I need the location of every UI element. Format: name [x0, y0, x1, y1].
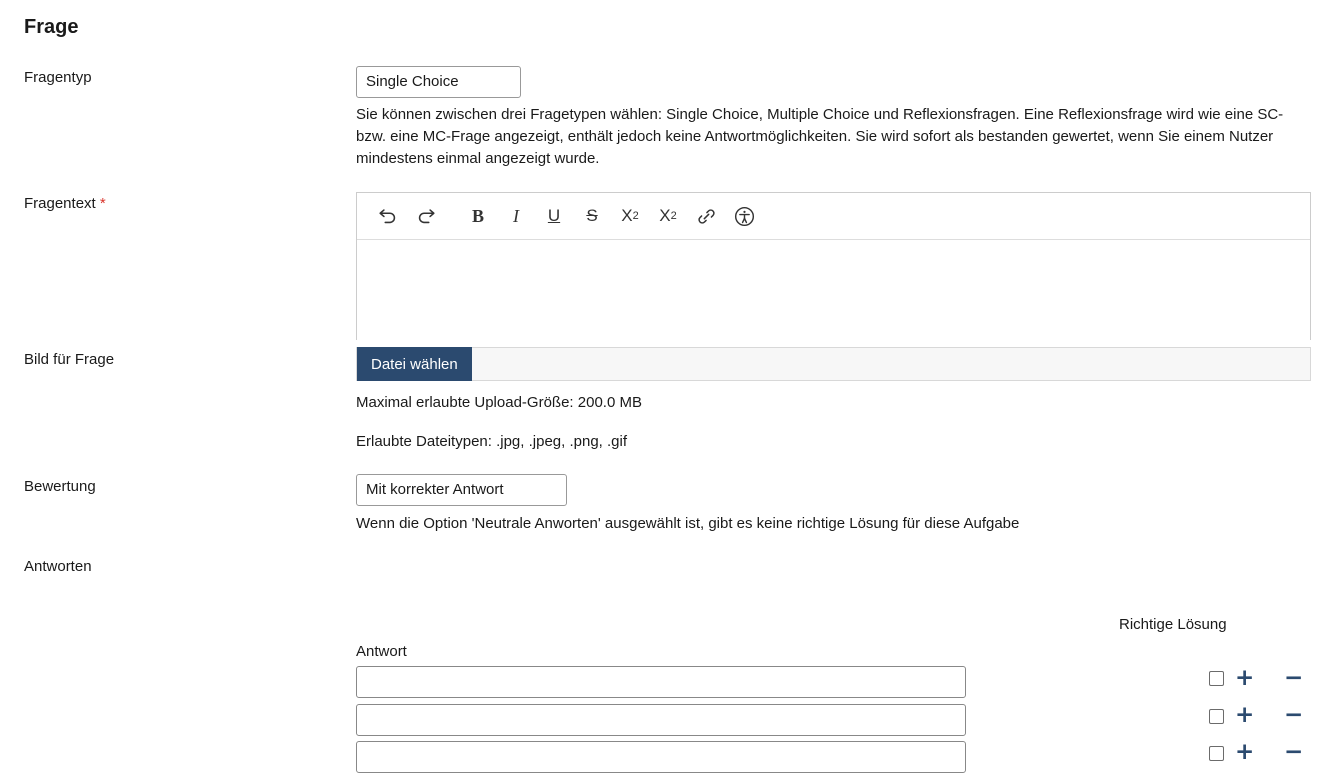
allowed-file-types-text: Erlaubte Dateitypen: .jpg, .jpeg, .png, .gif	[356, 433, 628, 450]
correct-answer-checkbox[interactable]	[1209, 709, 1224, 724]
answer-column-header: Antwort	[356, 643, 407, 660]
add-answer-icon[interactable]: +	[1235, 739, 1255, 765]
max-upload-size-text: Maximal erlaubte Upload-Größe: 200.0 MB	[356, 394, 642, 411]
question-type-select[interactable]	[356, 66, 521, 98]
answers-label: Antworten	[24, 558, 92, 575]
superscript-icon[interactable]: X 2	[659, 206, 677, 225]
question-type-label: Fragentyp	[24, 69, 92, 86]
choose-file-button[interactable]: Datei wählen	[357, 347, 472, 381]
answer-input[interactable]	[356, 666, 966, 698]
remove-answer-icon[interactable]: −	[1284, 665, 1304, 691]
question-text-label	[24, 194, 106, 214]
answer-input[interactable]	[356, 704, 966, 736]
scoring-select[interactable]	[356, 474, 567, 506]
question-image-label: Bild für Frage	[24, 351, 115, 368]
rich-text-editor[interactable]	[356, 192, 1311, 340]
remove-answer-icon[interactable]: −	[1284, 739, 1304, 765]
bold-icon[interactable]: B	[471, 205, 484, 226]
scoring-label: Bewertung	[24, 478, 96, 495]
add-answer-icon[interactable]: +	[1235, 702, 1255, 728]
correct-answer-checkbox[interactable]	[1209, 746, 1224, 761]
remove-answer-icon[interactable]: −	[1284, 702, 1304, 728]
link-icon[interactable]	[689, 199, 723, 233]
file-upload-row	[356, 347, 1311, 381]
redo-icon[interactable]	[409, 199, 443, 233]
required-marker: *	[99, 195, 106, 212]
question-type-help-text: Sie können zwischen drei Fragetypen wählen: Single Choice, Multiple Choice und Reflexionsfragen. Eine Reflexionsfrage wird wie eine SC- bzw. eine MC-Frage angezeigt, enthält jedoch keine Antwortmöglichkeiten. Sie wird sofort als bestanden gewertet, wenn Sie einem Nutzer mindestens einmal angezeigt wurde.	[356, 106, 1284, 167]
answer-input[interactable]	[356, 741, 966, 773]
strikethrough-icon[interactable]: S	[586, 206, 598, 225]
underline-icon[interactable]: U	[547, 206, 561, 225]
editor-toolbar	[357, 193, 1310, 240]
subscript-icon[interactable]: X 2	[621, 206, 639, 225]
italic-icon[interactable]: I	[513, 205, 519, 226]
page-title: Frage	[24, 16, 79, 38]
add-answer-icon[interactable]: +	[1235, 665, 1255, 691]
question-text-input[interactable]	[357, 240, 1310, 340]
undo-icon[interactable]	[371, 199, 405, 233]
accessibility-icon[interactable]	[727, 199, 761, 233]
correct-answer-checkbox[interactable]	[1209, 671, 1224, 686]
scoring-help-text: Wenn die Option 'Neutrale Anworten' ausgewählt ist, gibt es keine richtige Lösung für diese Aufgabe	[356, 515, 1020, 532]
correct-answer-column-header: Richtige Lösung	[1119, 616, 1227, 633]
question-text-label-text: Fragentext	[24, 195, 96, 212]
